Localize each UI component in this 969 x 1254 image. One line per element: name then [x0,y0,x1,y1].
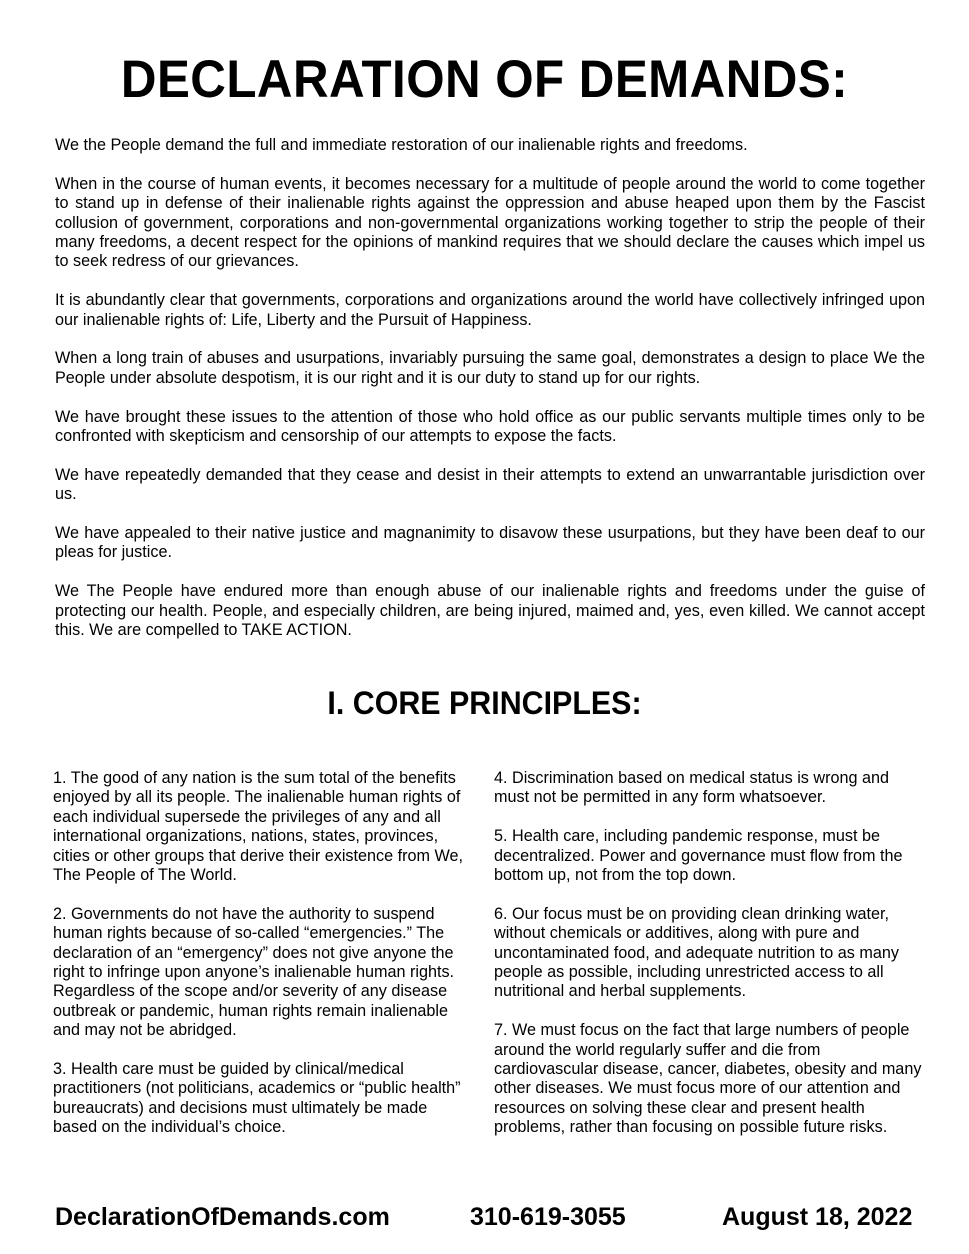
principle-item: 2. Governments do not have the authority to suspend human rights because of so-called “emergencies.” The declaration of an “emergency” does not give anyone the right to infringe upon anyone’s inalienable human rights. Regardless of the scope and/or severity of any disease outbreak or pandemic, human rights remain inalienable and may not be abridged. [53,904,455,1040]
footer-phone: 310-619-3055 [470,1203,626,1231]
principle-item: 6. Our focus must be on providing clean drinking water, without chemicals or additives, along with pure and uncontaminated food, and adequate nutrition to as many people as possible, including unrestricted access to all nutritional and herbal supplements. [494,904,899,1001]
preamble-paragraph: We have appealed to their native justice and magnanimity to disavow these usurpations, but they have been deaf to our pleas for justice. [55,524,925,562]
principle-item: 7. We must focus on the fact that large numbers of people around the world regularly suffer and die from cardiovascular disease, cancer, diabetes, obesity and many other diseases. We must focus more of our attention and resources on solving these clear and present health problems, rather than focusing on possible future risks. [494,1021,922,1137]
principle-item: 3. Health care must be guided by clinical/medical practitioners (not politicians, academics or “public health” bureaucrats) and decisions must ultimately be made based on the individual’s choice. [53,1060,461,1137]
principle-item: 5. Health care, including pandemic response, must be decentralized. Power and governance must flow from the bottom up, not from the top down. [494,827,903,885]
preamble-paragraph: We have repeatedly demanded that they cease and desist in their attempts to extend an unwarrantable jurisdiction over us. [55,465,925,504]
principle-item: 4. Discrimination based on medical status is wrong and must not be permitted in any form whatsoever. [494,769,889,807]
principle-item: 1. The good of any nation is the sum total of the benefits enjoyed by all its people. The inalienable human rights of each individual supersede the privileges of any and all international organizations, nations, states, provinces, cities or other groups that derive their existence from We, The People of The World. [53,769,463,885]
preamble-paragraph: When in the course of human events, it becomes necessary for a multitude of people around the world to come together to stand up in defense of their inalienable rights against the oppression and abuse heaped upon them by the Fascist collusion of government, corporations and non-governmental organizations working together to strip the people of their many freedoms, a decent respect for the opinions of mankind requires that we should declare the causes which impel us to seek redress of our grievances. [55,174,925,271]
footer-date: August 18, 2022 [722,1203,913,1231]
page-title: DECLARATION OF DEMANDS: [120,50,849,109]
principles-right-column [494,769,924,1157]
preamble-paragraph: We The People have endured more than enough abuse of our inalienable rights and freedoms under the guise of protecting our health. People, and especially children, are being injured, maimed and, yes, even killed. We cannot accept this. We are compelled to TAKE ACTION. [55,582,925,640]
preamble-paragraph: It is abundantly clear that governments, corporations and organizations around the world have collectively infringed upon our inalienable rights of: Life, Liberty and the Pursuit of Happiness. [55,291,925,329]
preamble-paragraph: We have brought these issues to the attention of those who hold office as our public servants multiple times only to be confronted with skepticism and censorship of our attempts to expose the facts. [55,407,925,446]
preamble-paragraph: When a long train of abuses and usurpations, invariably pursuing the same goal, demonstrates a design to place We the People under absolute despotism, it is our right and it is our duty to stand up for our rights. [55,349,925,387]
footer-website: DeclarationOfDemands.com [55,1203,390,1231]
section-heading: I. CORE PRINCIPLES: [327,685,642,721]
principles-left-column [53,769,465,1157]
preamble [55,136,925,660]
preamble-paragraph: We the People demand the full and immediate restoration of our inalienable rights and freedoms. [55,136,748,154]
